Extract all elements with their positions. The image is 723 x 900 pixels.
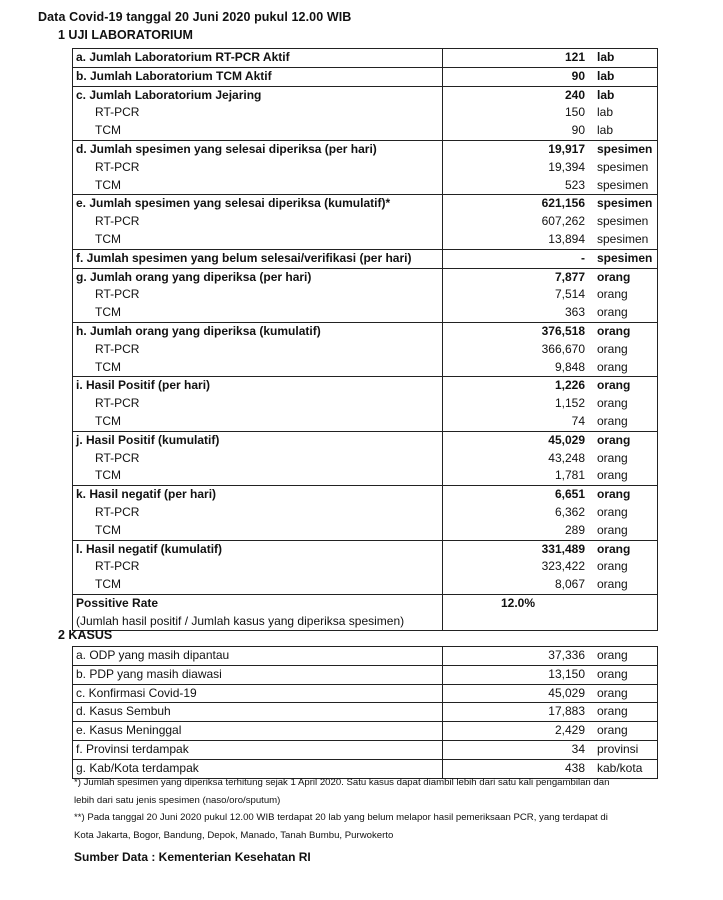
row-unit: orang <box>593 504 658 522</box>
row-value: 13,894 <box>443 231 594 249</box>
case-value: 438 <box>443 759 594 778</box>
row-unit: orang <box>593 377 658 395</box>
case-value: 37,336 <box>443 647 594 666</box>
table-sub-row <box>73 231 658 249</box>
row-value: 7,877 <box>443 268 594 286</box>
row-unit: spesimen <box>593 177 658 195</box>
table-sub-row <box>73 522 658 540</box>
table-sub-row <box>73 467 658 485</box>
row-label: RT-PCR <box>73 213 443 231</box>
table-sub-row <box>73 286 658 304</box>
row-value: 8,067 <box>443 576 594 594</box>
row-value: 74 <box>443 413 594 431</box>
row-value: 45,029 <box>443 431 594 449</box>
table-row <box>73 86 658 104</box>
case-value: 17,883 <box>443 703 594 722</box>
row-value: 523 <box>443 177 594 195</box>
case-label: b. PDP yang masih diawasi <box>73 665 443 684</box>
positive-rate-note-empty <box>443 613 594 631</box>
section-2-heading: 2 KASUS <box>58 628 113 642</box>
row-label: RT-PCR <box>73 159 443 177</box>
row-unit: orang <box>593 268 658 286</box>
table-sub-row <box>73 304 658 322</box>
data-source: Sumber Data : Kementerian Kesehatan RI <box>74 850 311 864</box>
row-unit: orang <box>593 486 658 504</box>
table-sub-row <box>73 395 658 413</box>
table-row <box>73 249 658 268</box>
footnote-2-line-1: **) Pada tanggal 20 Juni 2020 pukul 12.00 WIB terdapat 20 lab yang belum melapor hasil pemeriksaan PCR, yang terdapat di <box>74 812 608 823</box>
case-label: a. ODP yang masih dipantau <box>73 647 443 666</box>
row-value: 90 <box>443 122 594 140</box>
row-unit: orang <box>593 522 658 540</box>
row-label: d. Jumlah spesimen yang selesai diperiksa (per hari) <box>73 140 443 158</box>
row-unit: lab <box>593 67 658 86</box>
row-unit: spesimen <box>593 213 658 231</box>
section-1-heading: 1 UJI LABORATORIUM <box>58 28 193 42</box>
row-label: RT-PCR <box>73 341 443 359</box>
case-value: 13,150 <box>443 665 594 684</box>
row-label: i. Hasil Positif (per hari) <box>73 377 443 395</box>
case-label: c. Konfirmasi Covid-19 <box>73 684 443 703</box>
footnote-1-line-2: lebih dari satu jenis spesimen (naso/oro/sputum) <box>74 794 281 806</box>
row-value: 121 <box>443 49 594 68</box>
row-label: TCM <box>73 467 443 485</box>
row-unit: lab <box>593 86 658 104</box>
row-label: e. Jumlah spesimen yang selesai diperiksa (kumulatif)* <box>73 195 443 213</box>
case-unit: orang <box>593 665 658 684</box>
positive-rate-unit <box>593 594 658 612</box>
row-label: TCM <box>73 122 443 140</box>
footnote-1-line-1: *) Jumlah spesimen yang diperiksa terhitung sejak 1 April 2020. Satu kasus dapat diambil lebih dari satu kali pengambilan dan <box>74 777 610 788</box>
document-title: Data Covid-19 tanggal 20 Juni 2020 pukul 12.00 WIB <box>38 10 352 24</box>
table-row <box>73 49 658 68</box>
table-row <box>73 67 658 86</box>
row-value: 621,156 <box>443 195 594 213</box>
row-value: 289 <box>443 522 594 540</box>
row-unit: spesimen <box>593 231 658 249</box>
case-row <box>73 722 658 741</box>
table-sub-row <box>73 122 658 140</box>
case-value: 45,029 <box>443 684 594 703</box>
table-sub-row <box>73 450 658 468</box>
table-sub-row <box>73 576 658 594</box>
positive-rate-label: Possitive Rate <box>73 594 443 612</box>
table-sub-row <box>73 104 658 122</box>
row-label: TCM <box>73 231 443 249</box>
row-label: a. Jumlah Laboratorium RT-PCR Aktif <box>73 49 443 68</box>
row-value: 43,248 <box>548 450 585 465</box>
footnote-2 <box>74 809 674 844</box>
row-label: TCM <box>73 522 443 540</box>
case-label: g. Kab/Kota terdampak <box>73 759 443 778</box>
row-value: 363 <box>443 304 594 322</box>
row-value: 9,848 <box>443 359 594 377</box>
row-label: RT-PCR <box>73 286 443 304</box>
row-label: k. Hasil negatif (per hari) <box>73 486 443 504</box>
row-label: RT-PCR <box>73 504 443 522</box>
row-unit: orang <box>593 322 658 340</box>
case-row <box>73 665 658 684</box>
row-label: RT-PCR <box>73 104 443 122</box>
row-value: 19,394 <box>548 159 585 174</box>
row-unit: lab <box>593 122 658 140</box>
row-value: 240 <box>443 86 594 104</box>
table-row <box>73 268 658 286</box>
case-unit: kab/kota <box>593 759 658 778</box>
lab-testing-table <box>72 48 658 631</box>
case-value: 2,429 <box>443 722 594 741</box>
row-unit: spesimen <box>593 195 658 213</box>
row-value: 331,489 <box>443 540 594 558</box>
case-unit: orang <box>593 647 658 666</box>
row-value: 19,917 <box>443 140 594 158</box>
row-value: 6,651 <box>443 486 594 504</box>
row-value: 366,670 <box>541 341 585 356</box>
table-sub-row <box>73 504 658 522</box>
row-label: TCM <box>73 177 443 195</box>
row-label: TCM <box>73 576 443 594</box>
case-row <box>73 703 658 722</box>
case-unit: provinsi <box>593 740 658 759</box>
positive-rate-note: (Jumlah hasil positif / Jumlah kasus yang diperiksa spesimen) <box>73 613 443 631</box>
table-row <box>73 322 658 340</box>
row-value: 150 <box>564 105 585 120</box>
table-row <box>73 195 658 213</box>
row-unit: orang <box>593 431 658 449</box>
row-label: l. Hasil negatif (kumulatif) <box>73 540 443 558</box>
row-unit: orang <box>593 467 658 485</box>
row-label: RT-PCR <box>73 450 443 468</box>
row-unit: orang <box>593 576 658 594</box>
positive-rate-value: 12.0% <box>443 594 594 612</box>
row-value: 90 <box>443 67 594 86</box>
row-value: 1,781 <box>443 467 594 485</box>
row-unit: orang <box>593 450 658 468</box>
row-value: 323,422 <box>541 559 585 574</box>
row-unit: spesimen <box>593 140 658 158</box>
row-unit: orang <box>593 359 658 377</box>
row-value: 7,514 <box>554 287 585 302</box>
table-sub-row <box>73 213 658 231</box>
row-value: 607,262 <box>541 214 585 229</box>
row-value: 6,362 <box>554 504 585 519</box>
row-value: 376,518 <box>443 322 594 340</box>
case-row <box>73 647 658 666</box>
row-label: c. Jumlah Laboratorium Jejaring <box>73 86 443 104</box>
case-value: 34 <box>443 740 594 759</box>
positive-rate-note-unit-empty <box>593 613 658 631</box>
row-label: j. Hasil Positif (kumulatif) <box>73 431 443 449</box>
table-row <box>73 431 658 449</box>
case-row <box>73 684 658 703</box>
case-label: d. Kasus Sembuh <box>73 703 443 722</box>
row-unit: spesimen <box>593 159 658 177</box>
row-label: g. Jumlah orang yang diperiksa (per hari) <box>73 268 443 286</box>
table-row <box>73 140 658 158</box>
row-value: - <box>443 249 594 268</box>
row-unit: orang <box>593 341 658 359</box>
row-label: TCM <box>73 304 443 322</box>
row-unit: orang <box>593 540 658 558</box>
table-sub-row <box>73 558 658 576</box>
table-sub-row <box>73 159 658 177</box>
row-unit: lab <box>593 104 658 122</box>
row-label: f. Jumlah spesimen yang belum selesai/verifikasi (per hari) <box>73 249 443 268</box>
row-label: TCM <box>73 359 443 377</box>
row-unit: orang <box>593 413 658 431</box>
row-unit: spesimen <box>593 249 658 268</box>
case-unit: orang <box>593 722 658 741</box>
row-unit: orang <box>593 395 658 413</box>
row-unit: orang <box>593 558 658 576</box>
footnote-2-line-2: Kota Jakarta, Bogor, Bandung, Depok, Manado, Tanah Bumbu, Purwokerto <box>74 829 394 841</box>
footnote-1 <box>74 774 674 809</box>
row-value: 1,152 <box>554 396 585 411</box>
case-row <box>73 740 658 759</box>
table-sub-row <box>73 359 658 377</box>
row-unit: orang <box>593 304 658 322</box>
row-label: RT-PCR <box>73 558 443 576</box>
case-label: f. Provinsi terdampak <box>73 740 443 759</box>
positive-rate-row <box>73 594 658 612</box>
case-unit: orang <box>593 703 658 722</box>
cases-table <box>72 646 658 779</box>
row-label: TCM <box>73 413 443 431</box>
row-unit: orang <box>593 286 658 304</box>
row-value: 1,226 <box>443 377 594 395</box>
table-row <box>73 540 658 558</box>
case-label: e. Kasus Meninggal <box>73 722 443 741</box>
row-unit: lab <box>593 49 658 68</box>
positive-rate-note-row <box>73 613 658 631</box>
row-label: h. Jumlah orang yang diperiksa (kumulatif) <box>73 322 443 340</box>
case-unit: orang <box>593 684 658 703</box>
table-row <box>73 486 658 504</box>
table-sub-row <box>73 341 658 359</box>
table-sub-row <box>73 413 658 431</box>
row-label: b. Jumlah Laboratorium TCM Aktif <box>73 67 443 86</box>
row-label: RT-PCR <box>73 395 443 413</box>
table-row <box>73 377 658 395</box>
table-sub-row <box>73 177 658 195</box>
